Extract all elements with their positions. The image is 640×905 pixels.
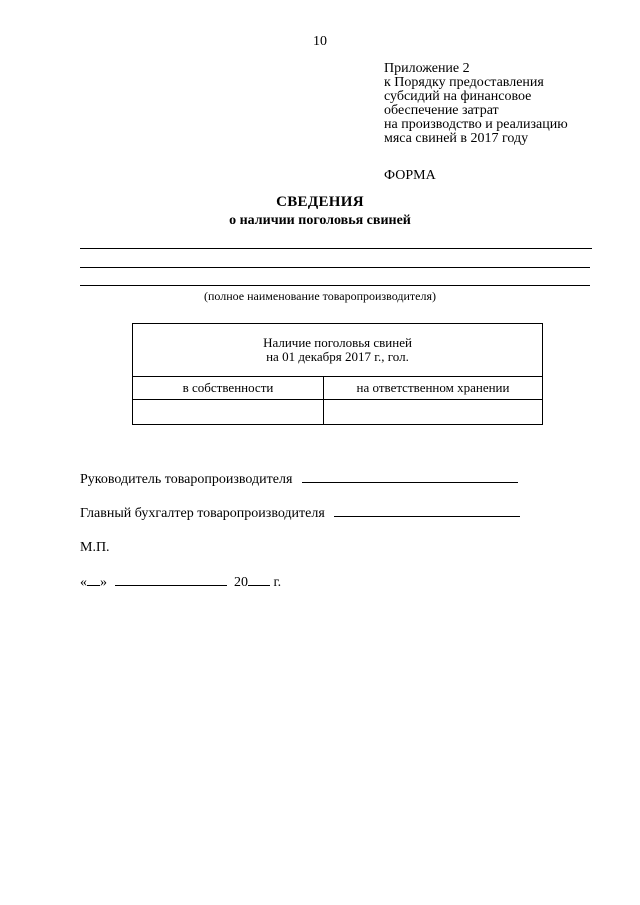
page-number: 10 — [313, 34, 327, 49]
head-signature-line[interactable] — [302, 470, 518, 483]
date-year-line[interactable] — [248, 573, 270, 586]
appendix-line: к Порядку предоставления — [384, 75, 544, 90]
appendix-line: субсидий на финансовое — [384, 89, 532, 104]
date-year-suffix: г. — [273, 575, 282, 590]
livestock-table — [132, 323, 543, 425]
table-header-line: Наличие поголовья свиней — [263, 335, 412, 350]
date-close-quote: » — [100, 575, 107, 590]
table-header — [133, 324, 543, 377]
accountant-label: Главный бухгалтер товаропроизводителя — [80, 506, 325, 521]
accountant-signature-line[interactable] — [334, 504, 520, 517]
date-month-line[interactable] — [115, 573, 227, 586]
owned-value-cell[interactable] — [133, 400, 324, 425]
date-year-prefix: 20 — [234, 575, 248, 590]
form-label: ФОРМА — [384, 168, 436, 183]
accountant-signature-row — [80, 504, 520, 522]
document-title: СВЕДЕНИЯ — [276, 194, 364, 210]
table-header-line: на 01 декабря 2017 г., гол. — [266, 349, 409, 364]
head-signature-row — [80, 470, 518, 488]
stamp-label: М.П. — [80, 540, 110, 555]
document-subtitle: о наличии поголовья свиней — [229, 213, 411, 228]
producer-name-line-2[interactable] — [80, 267, 590, 268]
producer-name-line-1[interactable] — [80, 248, 592, 249]
head-label: Руководитель товаропроизводителя — [80, 472, 293, 487]
column-header-custody: на ответственном хранении — [324, 377, 543, 400]
appendix-line: мяса свиней в 2017 году — [384, 131, 529, 146]
appendix-line: на производство и реализацию — [384, 117, 568, 132]
appendix-line: Приложение 2 — [384, 61, 470, 76]
date-day-line[interactable] — [87, 573, 100, 586]
date-row — [80, 573, 281, 591]
producer-caption: (полное наименование товаропроизводителя) — [203, 289, 436, 303]
date-open-quote: « — [80, 575, 87, 590]
producer-name-line-3[interactable] — [80, 285, 590, 286]
appendix-line: обеспечение затрат — [384, 103, 499, 118]
column-header-owned: в собственности — [133, 377, 324, 400]
appendix-block — [384, 62, 568, 146]
custody-value-cell[interactable] — [324, 400, 543, 425]
